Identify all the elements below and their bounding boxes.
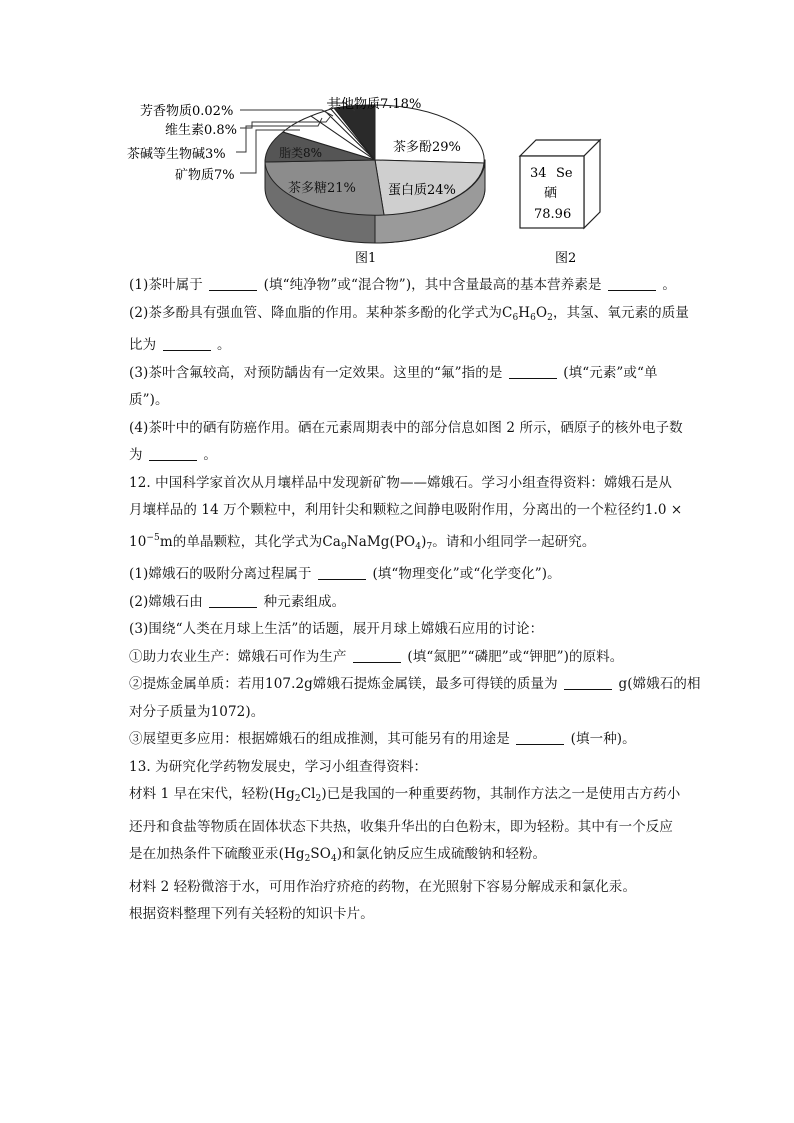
p12-q3-2-line-2: 对分子质量为1072)。 — [129, 703, 265, 720]
q3-line: (3)茶叶含氟较高，对预防龋齿有一定效果。这里的“氟”指的是 (填“元素”或“单 — [129, 364, 658, 381]
figure-svg — [0, 0, 794, 270]
label-lipid: 脂类8% — [279, 146, 323, 160]
answer-blank[interactable] — [209, 593, 257, 608]
label-other: 其他物质7.18% — [328, 97, 422, 112]
q2-line: (2)茶多酚具有强血管、降血脂的作用。某种茶多酚的化学式为$C_6H_6O_2$，其氢、氧元素的质量 — [129, 304, 689, 323]
m2-line: 材料 2 轻粉微溶于水，可用作治疗疥疮的药物，在光照射下容易分解成汞和氯化汞。 — [129, 878, 637, 895]
answer-blank[interactable] — [318, 565, 366, 580]
p12-q2-line: (2)嫦娥石由 种元素组成。 — [129, 593, 346, 610]
answer-blank[interactable] — [353, 648, 401, 663]
label-protein: 蛋白质24% — [388, 183, 456, 198]
label-mineral: 矿物质7% — [175, 168, 235, 183]
label-vitamin: 维生素0.8% — [165, 123, 238, 138]
p12-q3-1-line: ①助力农业生产：嫦娥石可作为生产 (填“氮肥”“磷肥”或“钾肥”)的原料。 — [129, 648, 624, 665]
figure2-caption: 图2 — [555, 251, 577, 266]
answer-blank[interactable] — [564, 675, 612, 690]
p12-line-1: 12. 中国科学家首次从月壤样品中发现新矿物——嫦娥石。学习小组查得资料：嫦娥石是从 — [129, 474, 672, 491]
m1-line-2: 还丹和食盐等物质在固体状态下共热，收集升华出的白色粉末，即为轻粉。其中有一个反应 — [129, 818, 673, 835]
q3-line-2: 质”)。 — [129, 392, 169, 408]
cube-side — [584, 140, 600, 228]
figure1-caption: 图1 — [355, 251, 377, 266]
answer-blank[interactable] — [516, 730, 564, 745]
answer-blank[interactable] — [608, 276, 656, 291]
label-tea-polyphenol: 茶多酚29% — [393, 140, 461, 155]
p12-q3-2-line: ②提炼金属单质：若用107.2g嫦娥石提炼金属镁，最多可得镁的质量为 g(嫦娥石的相 — [129, 676, 701, 692]
label-aroma: 芳香物质0.02% — [140, 104, 234, 119]
pie-chart — [127, 96, 485, 243]
end-line: 根据资料整理下列有关轻粉的知识卡片。 — [129, 906, 374, 922]
q4-line: (4)茶叶中的硒有防癌作用。硒在元素周期表中的部分信息如图 2 所示，硒原子的核外电子数 — [129, 419, 683, 436]
p12-line-2: 月壤样品的 14 万个颗粒中，利用针尖和颗粒之间静电吸附作用，分离出的一个粒径约1.0 × — [129, 502, 683, 518]
q2-line-2: 比为 。 — [129, 337, 231, 353]
element-symbol: Se — [556, 166, 573, 181]
element-number: 34 — [530, 166, 547, 181]
q4-line-2: 为 。 — [129, 447, 218, 463]
label-alkaloid: 茶碱等生物碱3% — [127, 147, 226, 162]
p12-line-3: $10^{-5}m$的单晶颗粒，其化学式为$Ca_9NaMg(PO_4)_7$。请和小组同学一起研究。 — [129, 532, 596, 552]
p12-q1-line: (1)嫦娥石的吸附分离过程属于 (填“物理变化”或“化学变化”)。 — [129, 566, 561, 582]
label-tea-polysaccharide: 茶多糖21% — [288, 181, 356, 196]
p12-q3-line: (3)围绕“人类在月球上生活”的话题，展开月球上嫦娥石应用的讨论： — [129, 621, 544, 637]
answer-blank[interactable] — [163, 336, 211, 351]
element-name: 硒 — [544, 186, 558, 201]
answer-blank[interactable] — [149, 446, 197, 461]
element-cube — [520, 140, 600, 228]
element-mass: 78.96 — [534, 207, 572, 222]
m1-line-1: 材料 1 早在宋代，轻粉$(Hg_2Cl_2)$已是我国的一种重要药物，其制作方法之一是使用古方药小 — [129, 786, 681, 804]
answer-blank[interactable] — [209, 276, 257, 291]
figure-area — [0, 0, 794, 270]
m1-line-3: 是在加热条件下硫酸亚汞$(Hg_2SO_4)$和氯化钠反应生成硫酸钠和轻粉。 — [129, 846, 547, 864]
question-text — [129, 272, 709, 929]
p13-line: 13. 为研究化学药物发展史，学习小组查得资料： — [129, 758, 428, 775]
q1-line: (1)茶叶属于 (填“纯净物”或“混合物”)，其中含量最高的基本营养素是 。 — [129, 277, 677, 293]
answer-blank[interactable] — [509, 364, 557, 379]
p12-q3-3-line: ③展望更多应用：根据嫦娥石的组成推测，其可能另有的用途是 (填一种)。 — [129, 731, 636, 747]
